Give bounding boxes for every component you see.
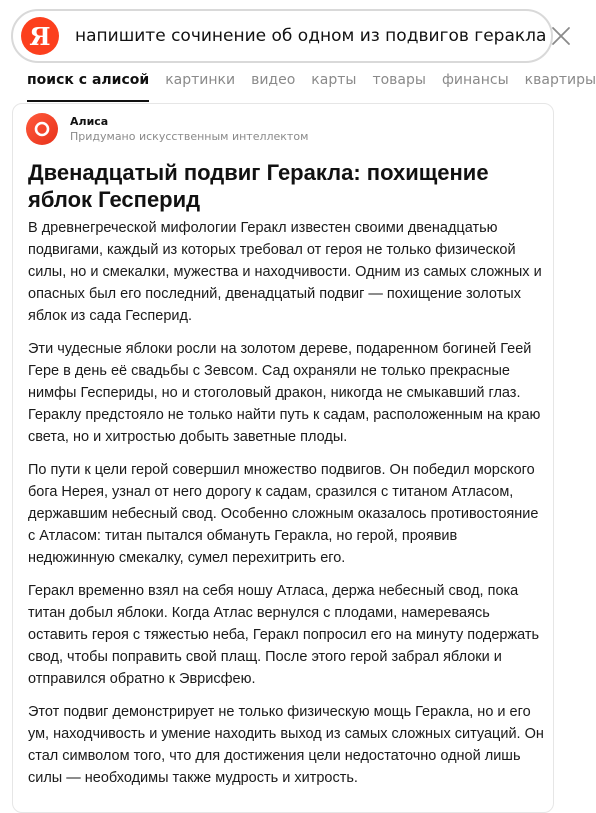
answer-paragraph: Этот подвиг демонстрирует не только физическую мощь Геракла, но и его ум, находчивость и умение находить выход из самых сложных ситуаций. Он стал символом того, что для достижения цели недостаточно одной лишь силы — необходимы также мудрость и хитрость. bbox=[28, 704, 544, 786]
answer-title: Двенадцатый подвиг Геракла: похищение яблок Гесперид bbox=[28, 160, 489, 212]
author-subtitle: Придумано искусственным интеллектом bbox=[70, 130, 309, 143]
search-input[interactable]: напишите сочинение об одном из подвигов геракла bbox=[75, 26, 547, 46]
clear-search-button[interactable] bbox=[546, 21, 576, 51]
search-bar[interactable] bbox=[11, 9, 553, 63]
answer-paragraph: Эти чудесные яблоки росли на золотом дереве, подаренном богиней Геей Гере в день её свадьбы с Зевсом. Сад охраняли не только прекрасные нимфы Геспериды, но и стоголовый дракон, никогда не смыкавший глаз. Гераклу предстояло не только найти путь к садам, расположенным на краю света, но и хитростью добыть заветные плоды. bbox=[28, 341, 541, 445]
tab-finance[interactable]: финансы bbox=[441, 72, 509, 88]
answer-body bbox=[28, 217, 544, 800]
author-name: Алиса bbox=[70, 115, 109, 128]
tab-images[interactable]: картинки bbox=[165, 72, 236, 88]
answer-paragraph: Геракл временно взял на себя ношу Атласа, держа небесный свод, пока титан добыл яблоки. Когда Атлас вернулся с плодами, намереваясь оставить героя с тяжестью неба, Геракл попросил его на минуту подержать свод, чтобы поправить свой плащ. После этого герой забрал яблоки и отправился обратно к Эврисфею. bbox=[28, 583, 540, 687]
tab-apartments[interactable]: квартиры bbox=[524, 72, 596, 88]
alice-icon bbox=[33, 120, 51, 138]
alice-logo bbox=[26, 113, 58, 145]
tab-products[interactable]: товары bbox=[372, 72, 426, 88]
yandex-logo[interactable]: Я bbox=[21, 17, 59, 55]
search-tabs bbox=[27, 72, 596, 96]
close-icon bbox=[551, 26, 571, 46]
answer-author bbox=[26, 113, 308, 145]
answer-paragraph: По пути к цели герой совершил множество подвигов. Он победил морского бога Нерея, узнал от него дорогу к садам, сразился с титаном Атласом, державшим небесный свод. Особенно сложным оказалось противостояние с Атласом: титан пытался обмануть Геракла, но герой, проявив недюжинную смекалку, сумел перехитрить его. bbox=[28, 462, 539, 566]
answer-paragraph: В древнегреческой мифологии Геракл известен своими двенадцатью подвигами, каждый из которых требовал от героя не только физической силы, но и смекалки, мужества и находчивости. Одним из самых сложных и опасных был его последний, двенадцатый подвиг — похищение золотых яблок из сада Гесперид. bbox=[28, 220, 542, 324]
tab-video[interactable]: видео bbox=[251, 72, 296, 88]
tab-alice-search[interactable]: поиск с алисой bbox=[27, 72, 149, 96]
tab-maps[interactable]: карты bbox=[311, 72, 357, 88]
alice-answer-card bbox=[12, 103, 554, 813]
